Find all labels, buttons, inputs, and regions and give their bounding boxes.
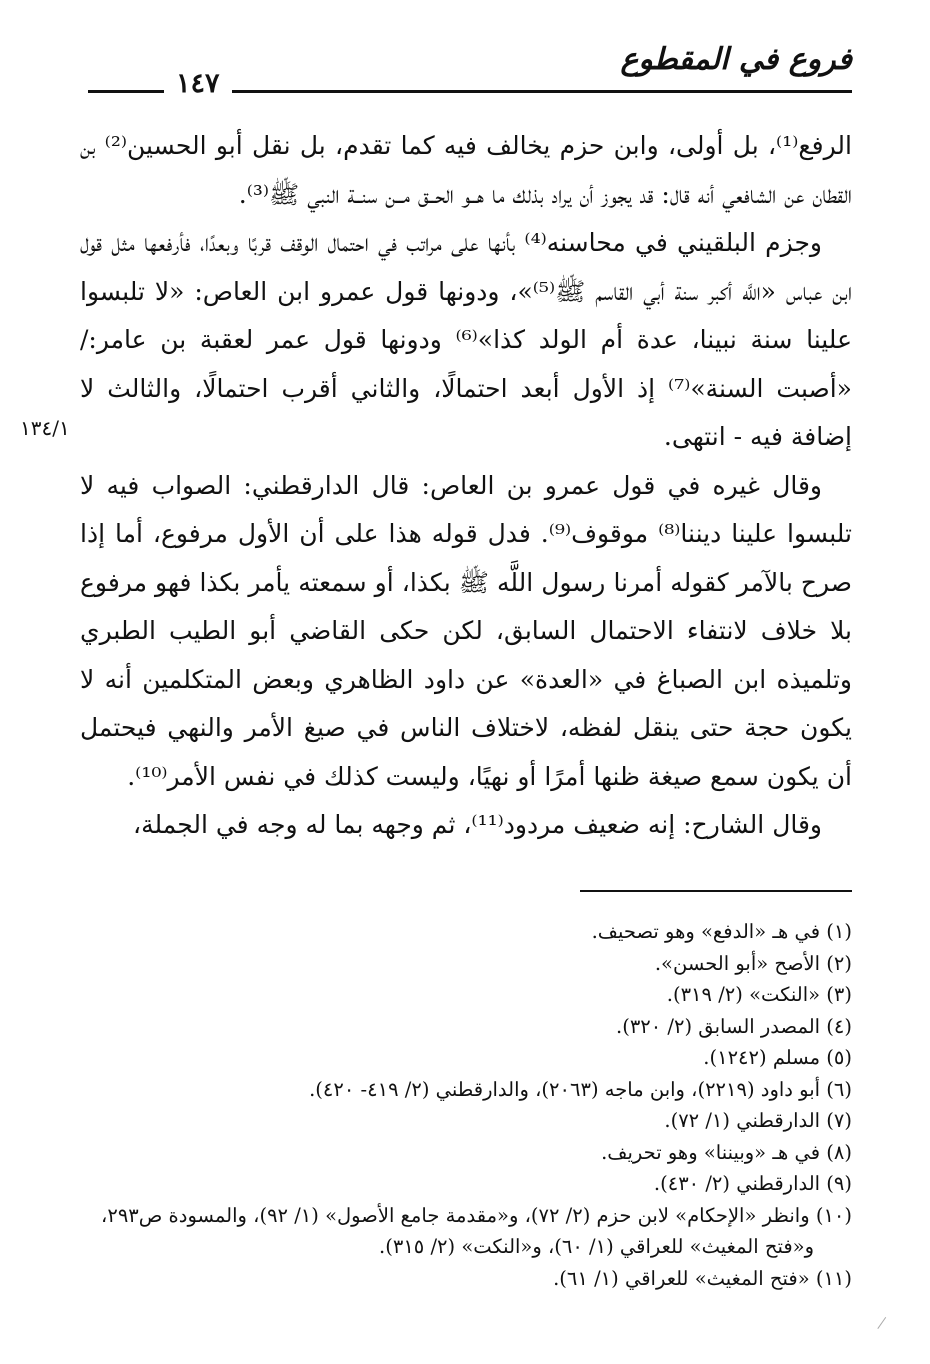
paragraph: وقال غيره في قول عمرو بن العاص: قال الدارقطني: الصواب فيه لا تلبسوا علينا ديننا⁽⁸⁾ موقوف⁽⁹⁾. فدل قوله هذا على أن الأول مرفوع، أما إذا صرح بالآمر كقوله أمرنا رسول اللَّه ﷺ بكذا، أو سمعته يأمر بكذا فهو مرفوع بلا خلاف لانتفاء الاحتمال السابق، لكن حكى القاضي أبو الطيب الطبري وتلميذه ابن الصباغ في «العدة» عن داود الظاهري وبعض المتكلمين أنه لا يكون حجة حتى ينقل لفظه، لاختلاف الناس في صيغ الأمر والنهي فيحتمل أن يكون سمع صيغة ظنها أمرًا أو نهيًا، وليست كذلك في نفس الأمر⁽¹⁰⁾.: [80, 470, 852, 791]
footnote: (٧) الدارقطني (١/ ٧٢).: [664, 1109, 852, 1132]
footnote: (٣) «النكت» (٢/ ٣١٩).: [666, 983, 852, 1006]
footnote: (١٠) وانظر «الإحكام» لابن حزم (٢/ ٧٢)، و«مقدمة جامع الأصول» (١/ ٩٢)، والمسودة ص٢٩٣،: [101, 1203, 852, 1227]
footnote: (٦) أبو داود (٢٢١٩)، وابن ماجه (٢٠٦٣)، والدارقطني (٢/ ٤١٩- ٤٢٠).: [309, 1077, 852, 1101]
footnote: (٤) المصدر السابق (٢/ ٣٢٠).: [616, 1014, 852, 1038]
page-header: [88, 28, 852, 98]
footnote-separator: [580, 890, 852, 892]
scan-mark: [877, 1317, 897, 1337]
running-title: فروع في المقطوع: [620, 42, 852, 77]
footnote: (٩) الدارقطني (٢/ ٤٣٠).: [653, 1172, 852, 1195]
paragraph: وقال الشارح: إنه ضعيف مردود⁽¹¹⁾، ثم وجهه بما له وجه في الجملة،: [133, 810, 822, 839]
footnote-continuation: و«فتح المغيث» للعراقي (١/ ٦٠)، و«النكت» (٢/ ٣١٥).: [379, 1235, 814, 1258]
footnotes: [80, 916, 852, 1294]
paragraph: وجزم البلقيني في محاسنه⁽⁴⁾ بأنها على مراتب في احتمال الوقف قربًا وبعدًا، فأرفعها مثل قول ابن عباس «اللَّه أكبر سنة أبي القاسم ﷺ⁽⁵⁾»، ودونها قول عمرو ابن العاص: «لا تلبسوا علينا سنة نبينا، عدة أم الولد كذا»⁽⁶⁾ ودونها قول عمر لعقبة بن عامر:/ «أصبت السنة»⁽⁷⁾ إذ الأول أبعد احتمالًا، والثاني أقرب احتمالًا، والثالث لا إضافة فيه - انتهى.: [80, 228, 852, 451]
footnote: (٥) مسلم (١٢٤٢).: [703, 1046, 852, 1069]
margin-page-reference: ١٣٤/١: [20, 416, 70, 440]
footnote: (٨) في هـ «وبيننا» وهو تحريف.: [601, 1140, 852, 1164]
paragraph: الرفع⁽¹⁾، بل أولى، وابن حزم يخالف فيه كما تقدم، بل نقل أبو الحسين⁽²⁾ بن القطان عن الشافعي أنه قال: قد يجوز أن يراد بذلك ما هــو الحــق مــن سنــة النبي ﷺ⁽³⁾.: [80, 131, 852, 209]
footnote: (١) في هـ «الدفع» وهو تصحيف.: [591, 920, 852, 943]
page-number: ١٤٧: [164, 68, 232, 99]
footnote: (١١) «فتح المغيث» للعراقي (١/ ٦١).: [553, 1266, 852, 1290]
main-text: [80, 122, 852, 850]
footnote: (٢) الأصح «أبو الحسن».: [654, 951, 852, 975]
